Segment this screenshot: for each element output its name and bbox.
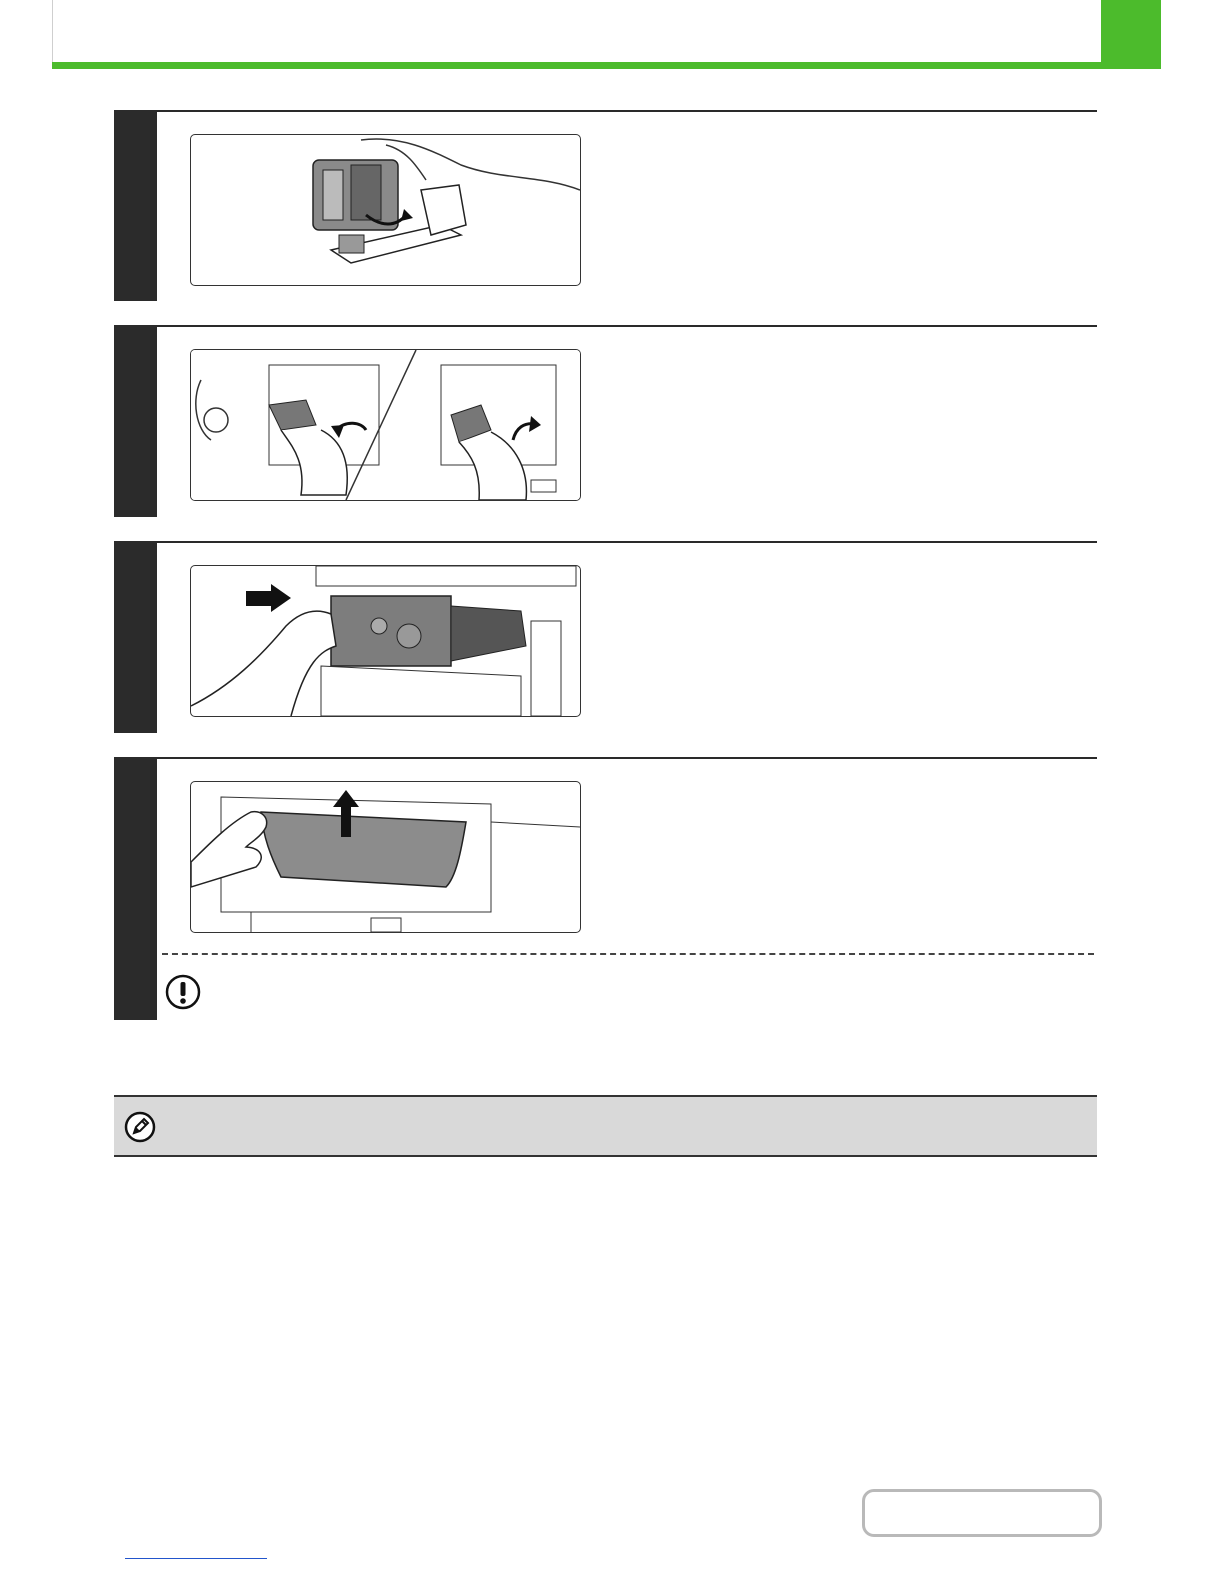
step-number-bar (114, 541, 157, 733)
push-in-drawing (191, 566, 580, 716)
step-divider (114, 757, 1097, 759)
illustration-front-cover-close (190, 781, 581, 933)
cover-close-drawing (191, 782, 580, 932)
pencil-note-icon (124, 1111, 156, 1143)
step-number-bar (114, 757, 157, 1020)
header-accent-tab (1101, 0, 1161, 69)
footer-link[interactable] (125, 1558, 267, 1559)
step-4 (114, 757, 1097, 1020)
contents-button[interactable] (862, 1489, 1102, 1537)
step-divider (114, 325, 1097, 327)
header-left-rule (52, 0, 53, 62)
step-1 (114, 110, 1097, 301)
caution-icon (165, 974, 201, 1010)
step-divider (114, 541, 1097, 543)
illustration-staple-unit-release-lever (190, 349, 581, 501)
staple-cartridge-drawing (191, 135, 580, 285)
release-lever-drawing (191, 350, 580, 500)
step-number-bar (114, 325, 157, 517)
step-divider (114, 110, 1097, 112)
header-accent-bar (52, 62, 1161, 69)
dotted-separator (162, 953, 1094, 955)
note-box (114, 1095, 1097, 1157)
step-3 (114, 541, 1097, 733)
step-number-bar (114, 110, 157, 301)
illustration-staple-cartridge-insert (190, 134, 581, 286)
illustration-staple-unit-push-in (190, 565, 581, 717)
step-2 (114, 325, 1097, 517)
